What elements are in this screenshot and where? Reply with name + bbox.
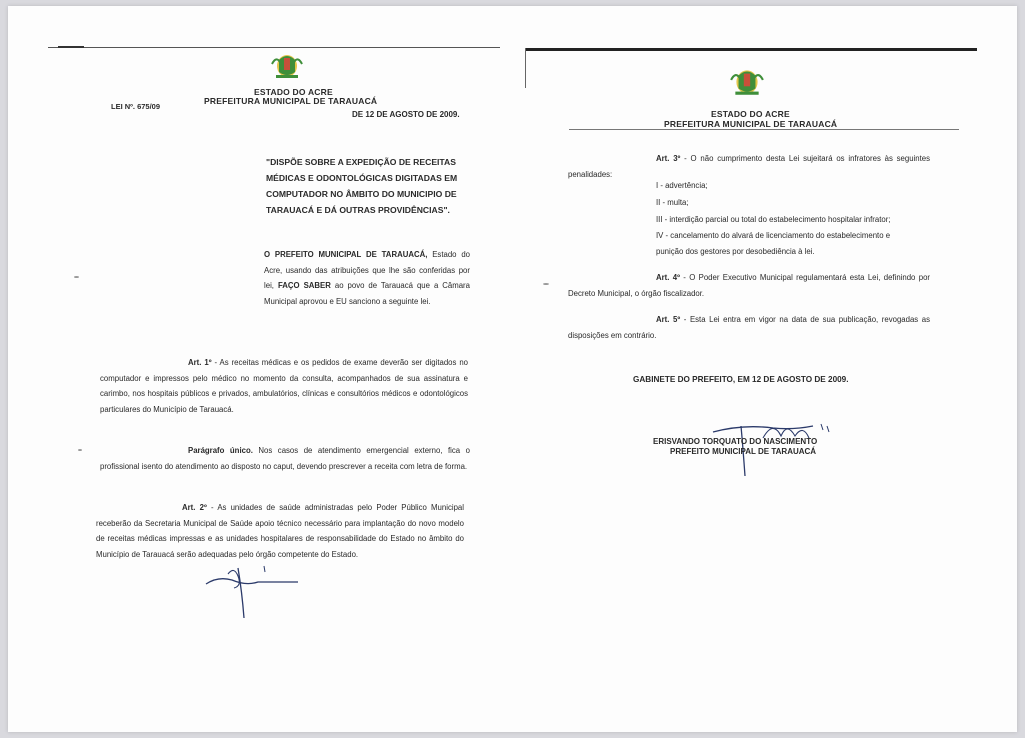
header-underline <box>569 129 959 130</box>
article-5-label: Art. 5º <box>656 315 681 324</box>
penalty-item: punição dos gestores por desobediência à lei. <box>656 247 815 256</box>
law-date: DE 12 DE AGOSTO DE 2009. <box>352 110 460 119</box>
law-summary: "DISPÕE SOBRE A EXPEDIÇÃO DE RECEITAS MÉDICAS E ODONTOLÓGICAS DIGITADAS EM COMPUTADOR NO ÂMBITO DO MUNICIPIO DE TARAUACÁ E DÁ OUTRAS PROVIDÊNCIAS". <box>266 157 458 215</box>
scan-speck <box>74 276 79 278</box>
top-rule <box>525 48 977 51</box>
sole-paragraph-text: Nos casos de atendimento emergencial externo, fica o profissional isento do atendimento ao disposto no caput, devendo prescrever a receita com letra de forma. <box>100 446 471 471</box>
municipal-crest-icon <box>729 64 765 98</box>
article-3 <box>568 151 930 182</box>
preamble-text: Estado do Acre, usando das atribuições que lhe são conferidas por lei, <box>264 250 470 290</box>
preamble-text-end: ao povo de Tarauacá que a Câmara Municipal aprovou e EU sanciono a seguinte lei. <box>264 281 470 306</box>
closing-line: GABINETE DO PREFEITO, EM 12 DE AGOSTO DE 2009. <box>633 375 849 384</box>
penalty-item: III - interdição parcial ou total do estabelecimento hospitalar infrator; <box>656 215 891 224</box>
article-1-label: Art. 1º <box>188 358 212 367</box>
scan-speck <box>78 449 82 451</box>
municipal-crest-icon <box>270 50 304 80</box>
prefecture-heading: PREFEITURA MUNICIPAL DE TARAUACÁ <box>664 119 838 129</box>
left-page <box>8 6 513 732</box>
preamble-title: O PREFEITO MUNICIPAL DE TARAUACÁ, <box>264 250 428 259</box>
signer-name: ERISVANDO TORQUATO DO NASCIMENTO <box>653 437 818 446</box>
preamble-emphasis: FAÇO SABER <box>277 281 331 290</box>
article-5 <box>568 312 930 343</box>
top-rule <box>48 47 500 48</box>
sole-paragraph-label: Parágrafo único. <box>188 446 253 455</box>
prefecture-heading: PREFEITURA MUNICIPAL DE TARAUACÁ <box>204 96 378 106</box>
article-3-text: - O não cumprimento desta Lei sujeitará os infratores às seguintes penalidades: <box>568 154 931 179</box>
left-edge-rule <box>525 48 526 88</box>
law-number: LEI Nº. 675/09 <box>111 102 161 111</box>
state-heading: ESTADO DO ACRE <box>254 87 333 97</box>
article-4 <box>568 270 930 301</box>
state-heading: ESTADO DO ACRE <box>711 109 790 119</box>
article-4-text: - O Poder Executivo Municipal regulamentará esta Lei, definindo por Decreto Municipal, o órgão fiscalizador. <box>568 273 930 298</box>
right-page <box>513 6 1017 732</box>
scan-speck <box>543 283 549 285</box>
preamble <box>264 247 470 309</box>
article-1-text: - As receitas médicas e os pedidos de exame deverão ser digitados no computador e impressos pelo médico no momento da consulta, acompanhados de sua assinatura e carimbo, nos hospitais públicos e privados, ambulatórios, clínicas e consultórios médicos e odontológicos particulares do Município de Tarauacá. <box>100 358 469 414</box>
scanned-sheet <box>8 6 1017 732</box>
article-2 <box>96 500 464 562</box>
article-4-label: Art. 4º <box>656 273 680 282</box>
penalty-item: II - multa; <box>656 198 689 207</box>
signature-icon <box>198 562 318 626</box>
article-2-text: - As unidades de saúde administradas pelo Poder Público Municipal receberão da Secretaria Municipal de Saúde apoio técnico necessário para implantação do novo modelo de receitas médicas impressas e as unidades hospitalares de responsabilidade do Estado no âmbito do Município de Tarauacá serão adequadas pelo órgão competente do Estado. <box>96 503 464 559</box>
sole-paragraph <box>100 443 470 474</box>
top-rule-mark <box>58 46 84 48</box>
article-3-label: Art. 3º <box>656 154 681 163</box>
penalty-item: I - advertência; <box>656 181 708 190</box>
penalty-item: IV - cancelamento do alvará de licenciamento do estabelecimento e <box>656 231 891 240</box>
article-1 <box>100 355 468 417</box>
article-5-text: - Esta Lei entra em vigor na data de sua publicação, revogadas as disposições em contrário. <box>568 315 931 340</box>
article-2-label: Art. 2º <box>182 503 207 512</box>
signer-title: PREFEITO MUNICIPAL DE TARAUACÁ <box>670 447 817 456</box>
